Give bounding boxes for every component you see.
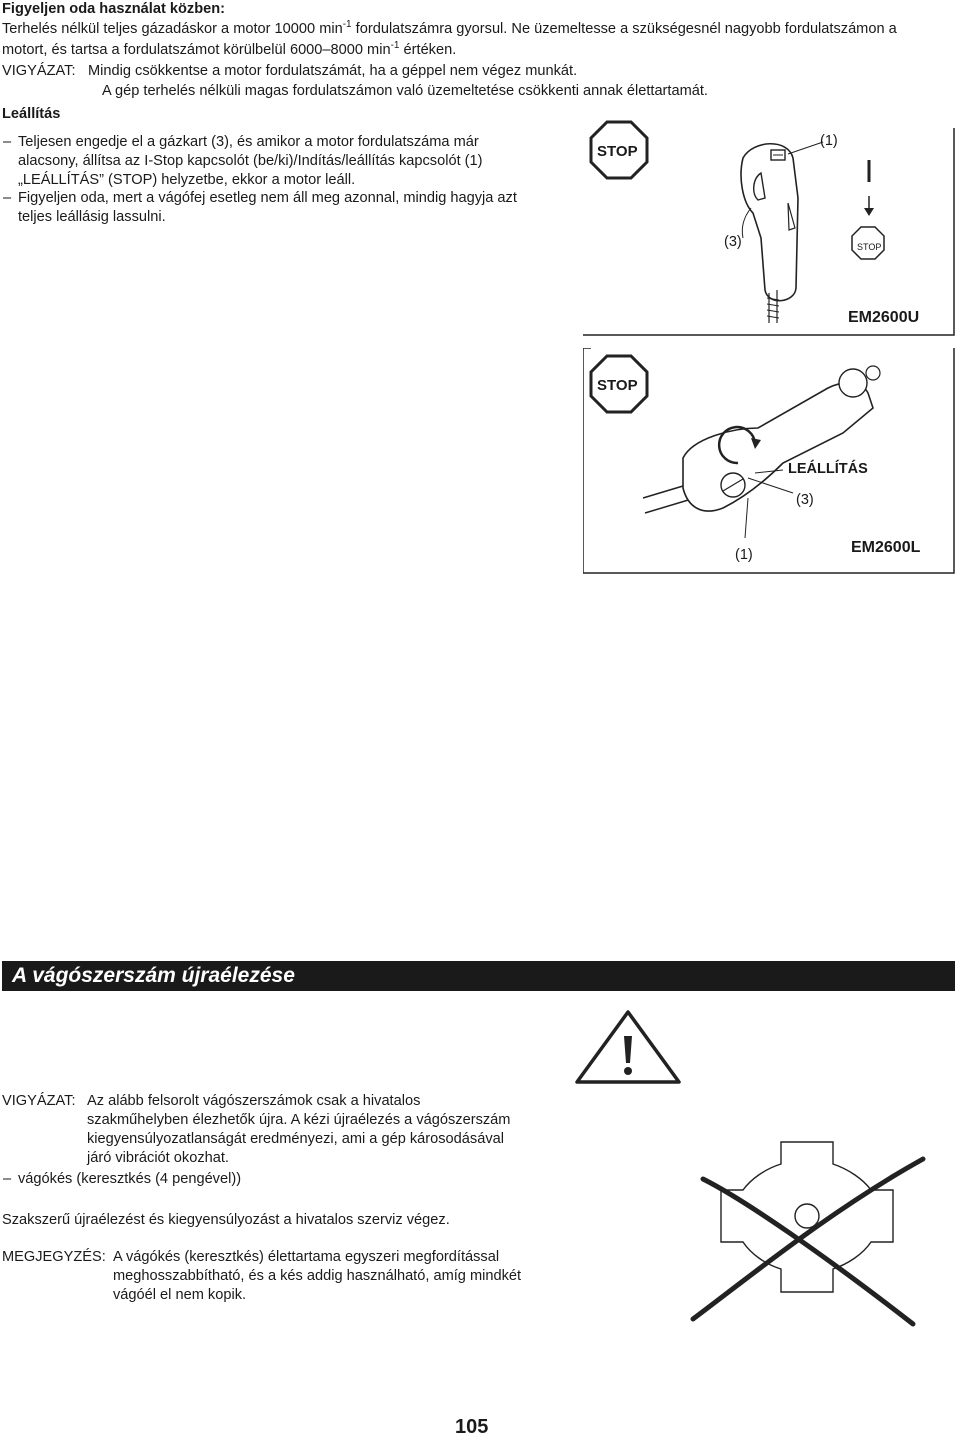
fig2-label-3: (3)	[796, 492, 814, 508]
list-item-2: – Figyeljen oda, mert a vágófej esetleg nem áll meg azonnal, mindig hagyja azt teljes leállásig lassulni.	[0, 187, 570, 227]
fig1-model: EM2600U	[848, 309, 920, 326]
warning-text-1: Mindig csökkentse a motor fordulatszámát, ha a géppel nem végez munkát.	[88, 63, 578, 79]
note-line2: meghosszabbítható, és a kés addig használható, amíg mindkét	[113, 1268, 522, 1284]
note-line1: A vágókés (keresztkés) élettartama egyszeri megfordítással	[113, 1249, 500, 1265]
warning-triangle-icon	[573, 1008, 683, 1086]
fig2-label-1: (1)	[735, 547, 753, 563]
warning2-line2: szakműhelyben élezhetők újra. A kézi újraélezés a vágószerszám	[87, 1112, 511, 1128]
section-banner: A vágószerszám újraélezése	[2, 961, 955, 991]
warning-label-1: VIGYÁZAT:	[2, 63, 76, 79]
para-speed-line2: motort, és tartsa a fordulatszámot körülbelül 6000–8000 $\min^{-1}$ értéken.	[2, 40, 457, 58]
service-para: Szakszerű újraélezést és kiegyensúlyozást a hivatalos szerviz végez.	[2, 1212, 450, 1228]
item2-line2: teljes leállásig lassulni.	[18, 209, 166, 225]
figure-em2600u	[583, 118, 955, 336]
item1-line2: alacsony, állítsa az I-Stop kapcsolót (be/ki)/Indítás/leállítás kapcsolót (1)	[18, 153, 483, 169]
warning2-line3: kiegyensúlyozatlanságát eredményezi, ami a gép károsodásával	[87, 1131, 504, 1147]
fig1-stop-small: STOP	[857, 242, 882, 252]
warning-block-2	[87, 1092, 547, 1168]
para-speed-line1: Terhelés nélkül teljes gázadáskor a motor 10000 $\min^{-1}$ fordulatszámra gyorsul. Ne üzemeltesse a szükségesnél nagyobb fordulatszámon a	[2, 19, 897, 37]
crossed-blade-illustration	[683, 1124, 933, 1334]
figure-em2600l	[583, 348, 955, 574]
warning-text-2: A gép terhelés nélküli magas fordulatszámon való üzemeltetése csökkenti annak élettartamát.	[102, 83, 708, 99]
stop-sign-label: STOP	[597, 143, 638, 160]
warning2-line1: Az alább felsorolt vágószerszámok csak a hivatalos	[87, 1093, 421, 1109]
list-item-1: – Teljesen engedje el a gázkart (3), és amikor a motor fordulatszáma már alacsony, állítsa az I-Stop kapcsolót (be/ki)/Indítás/leállítás kapcsolót (1) „LEÁLLÍTÁS” (STOP) helyzetbe, ekkor a motor leáll.	[0, 130, 570, 190]
item1-line1: Teljesen engedje el a gázkart (3), és amikor a motor fordulatszáma már	[18, 134, 479, 150]
item2-line1: Figyeljen oda, mert a vágófej esetleg nem áll meg azonnal, mindig hagyja azt	[18, 190, 517, 206]
note-line3: vágóél el nem kopik.	[113, 1287, 247, 1303]
warning-label-2: VIGYÁZAT:	[2, 1093, 76, 1109]
heading-usage: Figyeljen oda használat közben:	[2, 1, 226, 17]
item1-line3: „LEÁLLÍTÁS” (STOP) helyzetbe, ekkor a motor leáll.	[18, 172, 356, 188]
fig2-stop-text: LEÁLLÍTÁS	[788, 461, 868, 477]
heading-stopping: Leállítás	[2, 106, 61, 122]
note-label: MEGJEGYZÉS:	[2, 1249, 106, 1265]
page-number: 105	[455, 1416, 489, 1438]
warning2-line4: járó vibrációt okozhat.	[87, 1150, 229, 1166]
stop-sign-label: STOP	[597, 377, 638, 394]
fig1-label-1: (1)	[820, 133, 838, 149]
figure-em2600u-drawing	[583, 118, 955, 336]
fig1-label-3: (3)	[724, 234, 742, 250]
fig2-model: EM2600L	[851, 539, 921, 556]
